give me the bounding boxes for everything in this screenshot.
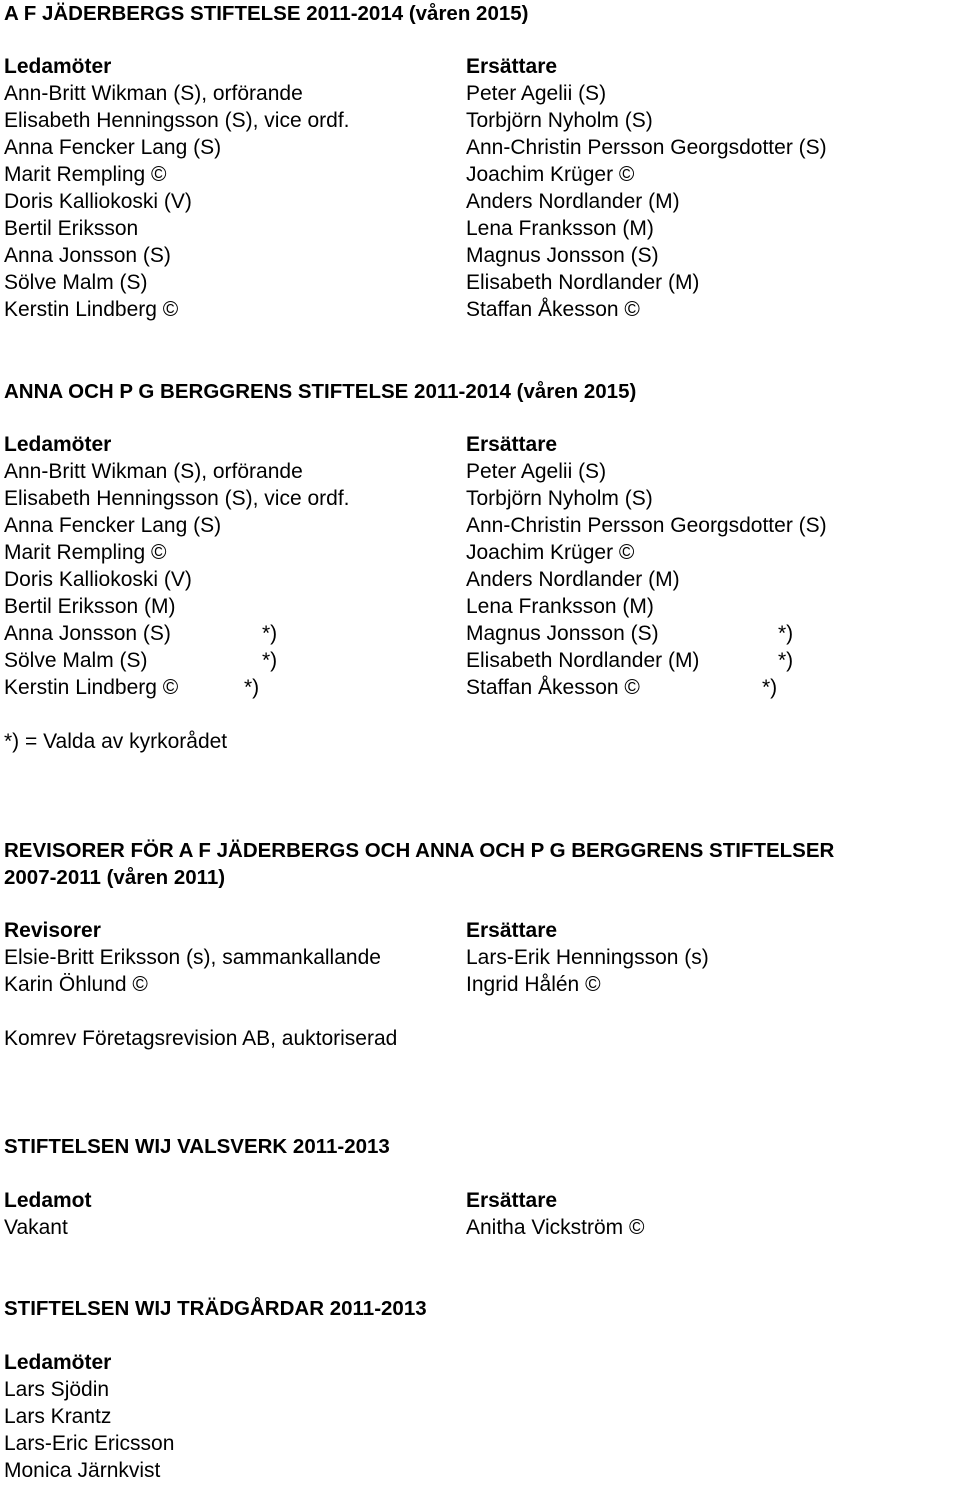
section-title-jaderberg: A F JÄDERBERGS STIFTELSE 2011-2014 (våren 2015) [4,2,529,25]
member-name: Marit Rempling © [4,541,167,564]
member-name: Lars-Eric Ericsson [4,1432,175,1455]
deputy-name: Ann-Christin Persson Georgsdotter (S) [466,136,827,159]
deputy-name: Joachim Krüger © [466,163,635,186]
church-council-mark: *) [244,676,260,699]
church-council-mark: *) [262,622,278,645]
section-title-auditors-period: 2007-2011 (våren 2011) [4,866,226,889]
member-name: Monica Järnkvist [4,1459,161,1482]
member-name: Sölve Malm (S) [4,649,148,672]
member-name: Doris Kalliokoski (V) [4,568,192,591]
deputies-header: Ersättare [466,55,558,78]
member-name: Anna Fencker Lang (S) [4,514,222,537]
auditor-name: Karin Öhlund © [4,973,148,996]
members-header: Ledamöter [4,433,112,456]
member-name: Anna Jonsson (S) [4,622,171,645]
member-name: Ann-Britt Wikman (S), orförande [4,82,303,105]
deputy-name: Anders Nordlander (M) [466,190,680,213]
auditor-name: Elsie-Britt Eriksson (s), sammankallande [4,946,381,969]
deputy-name: Staffan Åkesson © [466,298,640,321]
footnote: *) = Valda av kyrkorådet [4,730,228,753]
church-council-mark: *) [262,649,278,672]
members-header: Ledamöter [4,1351,112,1374]
section-title-tradgardar: STIFTELSEN WIJ TRÄDGÅRDAR 2011-2013 [4,1297,427,1320]
deputy-name: Magnus Jonsson (S) [466,244,659,267]
church-council-mark: *) [762,676,778,699]
member-name: Sölve Malm (S) [4,271,148,294]
deputies-header: Ersättare [466,433,558,456]
section-title-auditors: REVISORER FÖR A F JÄDERBERGS OCH ANNA OCH P G BERGGRENS STIFTELSER [4,839,835,862]
deputy-name: Ann-Christin Persson Georgsdotter (S) [466,514,827,537]
deputy-name: Magnus Jonsson (S) [466,622,659,645]
deputy-name: Lars-Erik Henningsson (s) [466,946,709,969]
deputy-name: Elisabeth Nordlander (M) [466,271,700,294]
deputy-name: Lena Franksson (M) [466,217,654,240]
church-council-mark: *) [778,649,794,672]
deputy-name: Elisabeth Nordlander (M) [466,649,700,672]
deputy-name: Anitha Vickström © [466,1216,645,1239]
deputy-name: Torbjörn Nyholm (S) [466,109,653,132]
member-name: Ann-Britt Wikman (S), orförande [4,460,303,483]
section-title-valsverk: STIFTELSEN WIJ VALSVERK 2011-2013 [4,1135,390,1158]
member-name: Elisabeth Henningsson (S), vice ordf. [4,487,350,510]
audit-firm-note: Komrev Företagsrevision AB, auktoriserad [4,1027,398,1050]
member-name: Doris Kalliokoski (V) [4,190,192,213]
member-name: Vakant [4,1216,68,1239]
members-header: Ledamöter [4,55,112,78]
deputy-name: Torbjörn Nyholm (S) [466,487,653,510]
member-name: Kerstin Lindberg © [4,676,179,699]
member-name: Bertil Eriksson (M) [4,595,176,618]
member-name: Elisabeth Henningsson (S), vice ordf. [4,109,350,132]
member-name: Anna Fencker Lang (S) [4,136,222,159]
deputy-name: Peter Agelii (S) [466,460,607,483]
deputy-name: Joachim Krüger © [466,541,635,564]
deputies-header: Ersättare [466,1189,558,1212]
deputies-header: Ersättare [466,919,558,942]
deputy-name: Ingrid Hålén © [466,973,601,996]
section-title-berggren: ANNA OCH P G BERGGRENS STIFTELSE 2011-2014 (våren 2015) [4,380,637,403]
auditors-header: Revisorer [4,919,101,942]
deputy-name: Anders Nordlander (M) [466,568,680,591]
member-name: Marit Rempling © [4,163,167,186]
member-name: Lars Krantz [4,1405,112,1428]
deputy-name: Peter Agelii (S) [466,82,607,105]
member-name: Lars Sjödin [4,1378,110,1401]
member-name: Anna Jonsson (S) [4,244,171,267]
member-name: Bertil Eriksson [4,217,139,240]
church-council-mark: *) [778,622,794,645]
deputy-name: Lena Franksson (M) [466,595,654,618]
member-header: Ledamot [4,1189,92,1212]
member-name: Kerstin Lindberg © [4,298,179,321]
deputy-name: Staffan Åkesson © [466,676,640,699]
